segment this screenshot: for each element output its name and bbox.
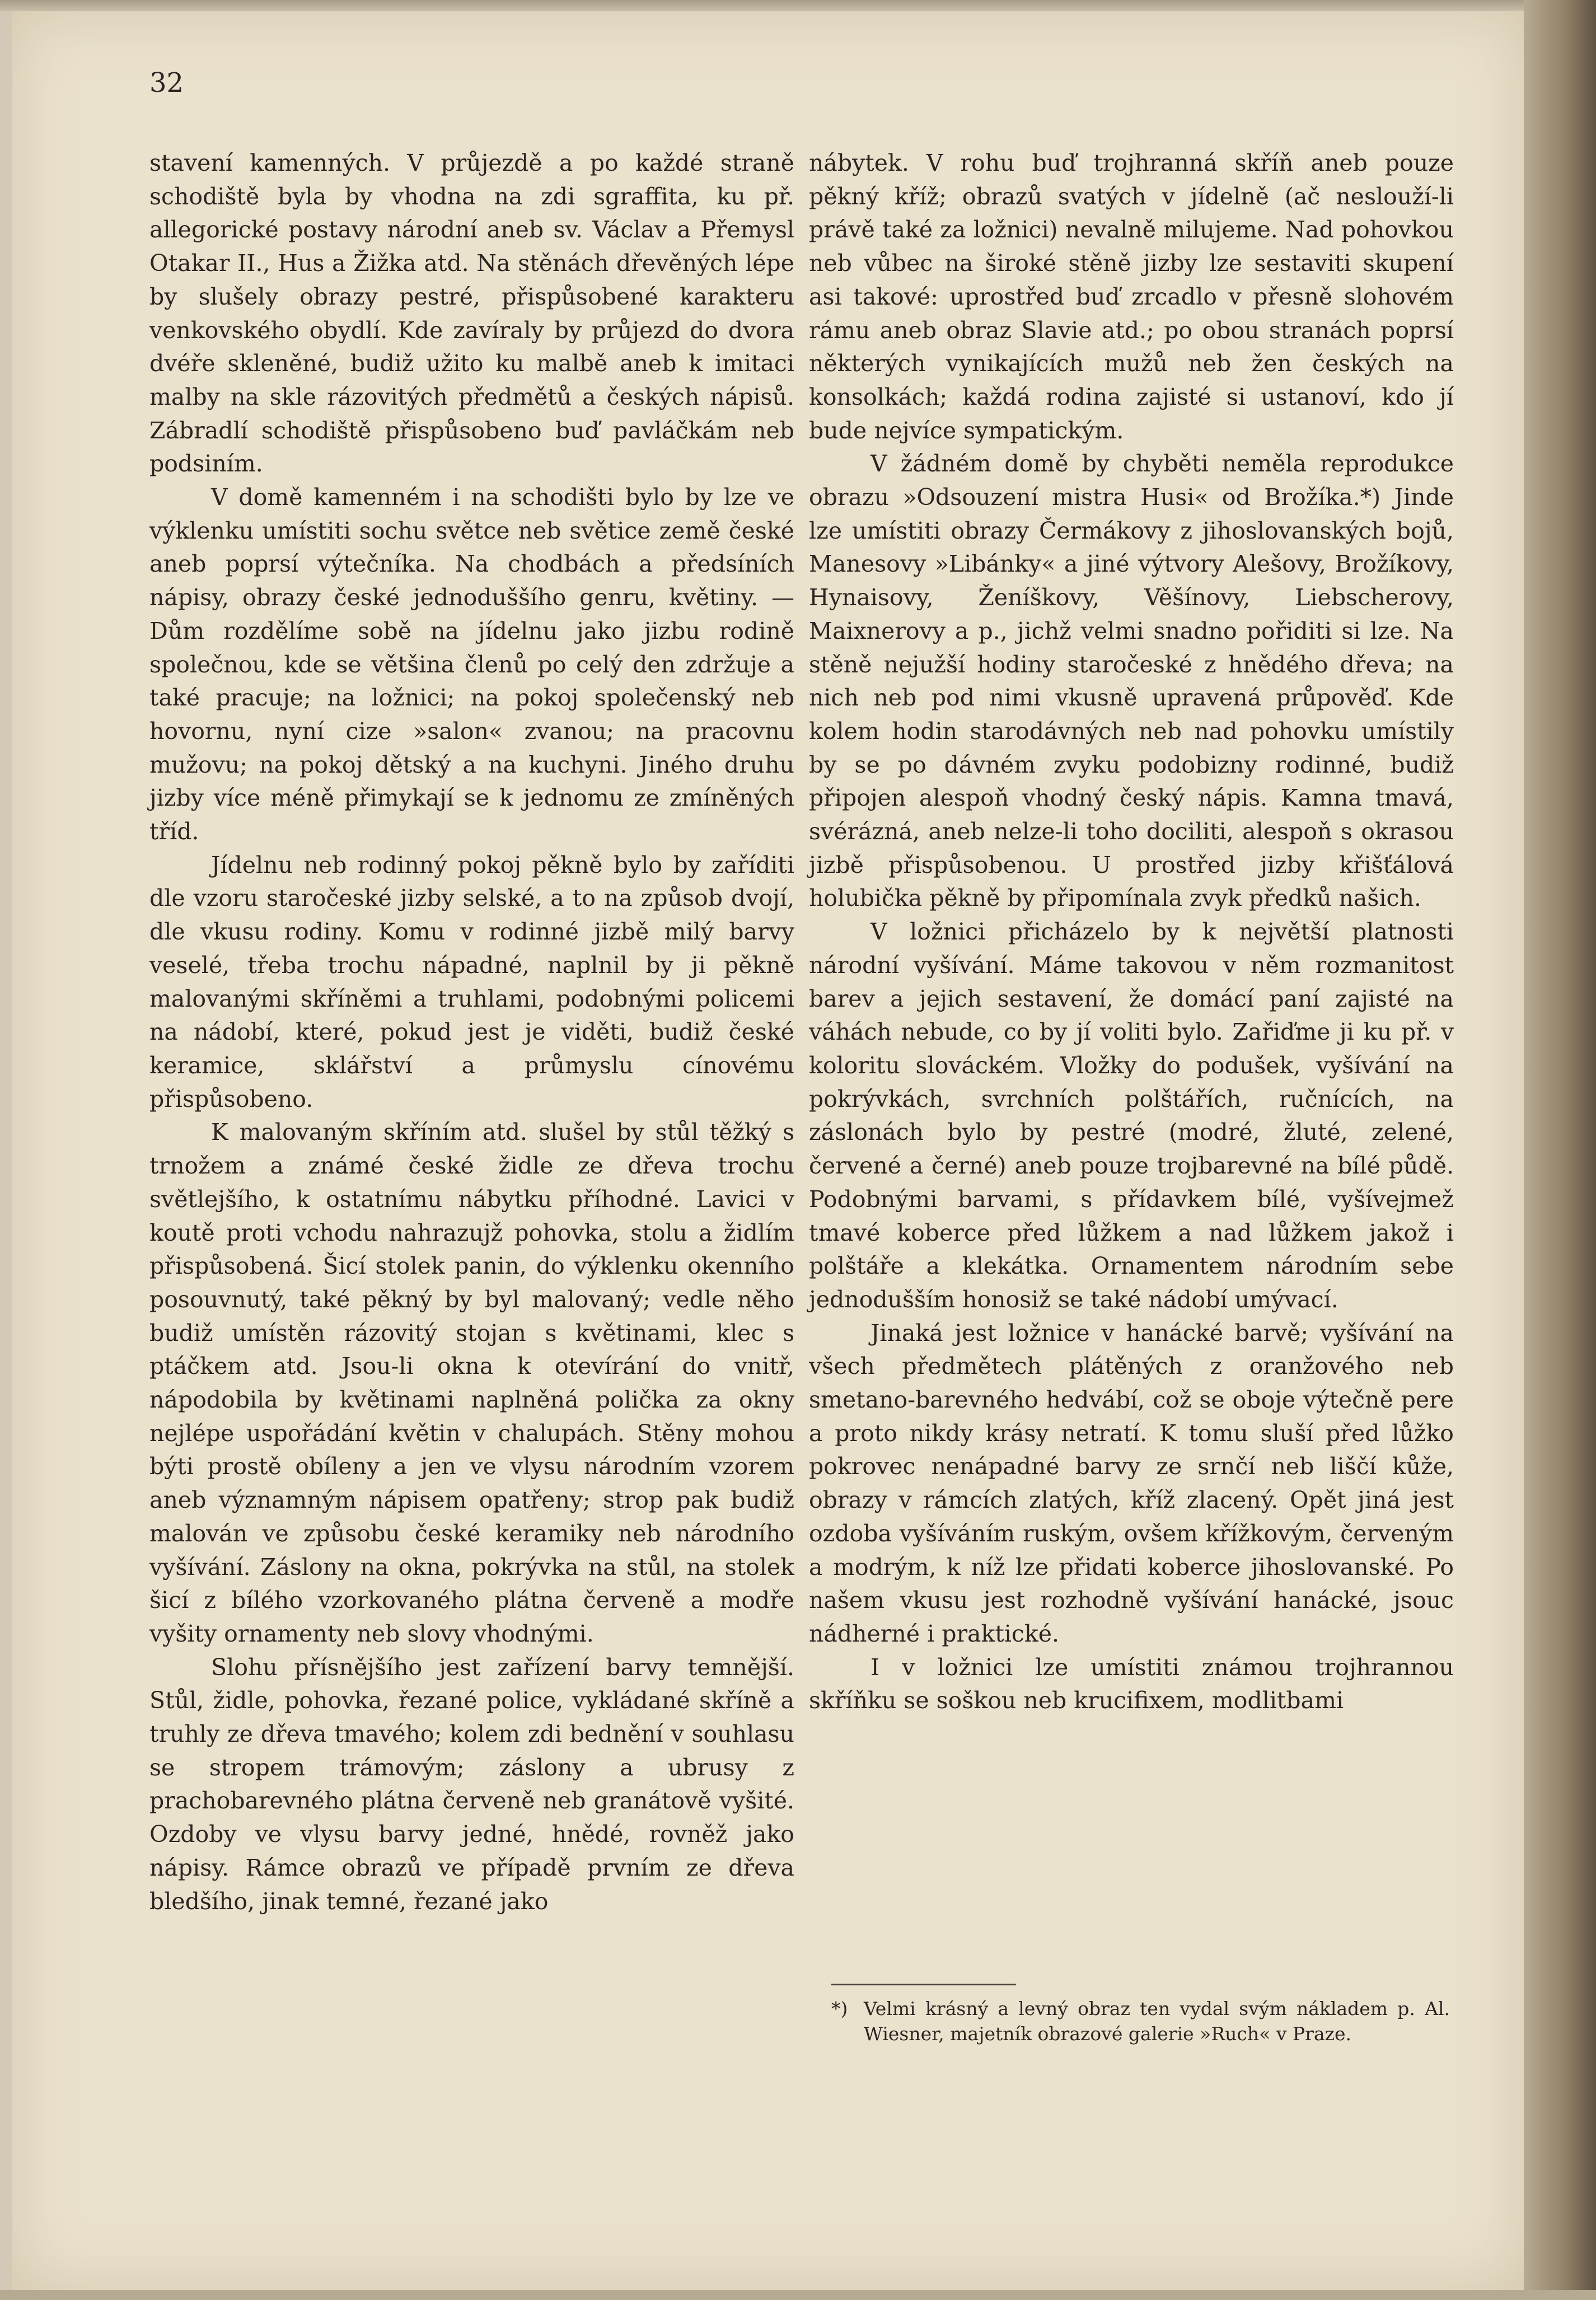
- page-number: 32: [149, 67, 184, 99]
- footnote-mark: *): [831, 1998, 848, 2019]
- right-paragraph-5: I v ložnici lze umístiti známou trojhrannou skříňku se soškou neb krucifixem, modlitbami: [809, 1653, 1454, 1714]
- left-paragraph-4: K malovaným skříním atd. slušel by stůl těžký s trnožem a známé české židle ze dřeva trochu světlejšího, k ostatnímu nábytku příhodné. Lavici v koutě proti vchodu nahrazujž pohovka, stolu a židlím přispůsobená. Šicí stolek panin, do výklenku okenního posouvnutý, také pěkný by byl malovaný; vedle něho budiž umístěn rázovitý stojan s květinami, klec s ptáčkem atd. Jsou-li okna k otevírání do vnitř, nápodobila by květinami naplněná polička za okny nejlépe uspořádání květin v chalupách. Stěny mohou býti prostě obíleny a jen ve vlysu národním vzorem aneb významným nápisem opatřeny; strop pak budiž malován ve způsobu české keramiky neb národního vyšívání. Záslony na okna, pokrývka na stůl, na stolek šicí z bílého vzorkovaného plátna červeně a modře vyšity ornamenty neb slovy vhodnými.: [149, 1119, 794, 1647]
- footnote-divider: [831, 1984, 1016, 1985]
- scan-binding-edge: [1524, 0, 1596, 2300]
- left-paragraph-5: Slohu přísnějšího jest zařízení barvy temnější. Stůl, židle, pohovka, řezané police, vykládané skříně a truhly ze dřeva tmavého; kolem zdi bednění v souhlasu se stropem trámovým; záslony a ubrusy z prachobarevného plátna červeně neb granátově vyšité. Ozdoby ve vlysu barvy jedné, hnědé, rovněž jako nápisy. Rámce obrazů ve případě prvním ze dřeva bledšího, jinak temné, řezané jako: [149, 1653, 794, 1915]
- right-paragraph-1: nábytek. V rohu buď trojhranná skříň aneb pouze pěkný kříž; obrazů svatých v jídelně (ač neslouží-li právě také za ložnici) nevalně milujeme. Nad pohovkou neb vůbec na široké stěně jizby lze sestaviti skupení asi takové: uprostřed buď zrcadlo v přesně slohovém rámu aneb obraz Slavie atd.; po obou stranách poprsí některých vynikajících mužů neb žen českých na konsolkách; každá rodina zajisté si ustanoví, kdo jí bude nejvíce sympatickým.: [809, 149, 1454, 444]
- left-paragraph-2: V domě kamenném i na schodišti bylo by lze ve výklenku umístiti sochu světce neb světice země české aneb poprsí výtečníka. Na chodbách a předsíních nápisy, obrazy české jednoduššího genru, květiny. — Dům rozdělíme sobě na jídelnu jako jizbu rodině společnou, kde se většina členů po celý den zdržuje a také pracuje; na ložnici; na pokoj společenský neb hovornu, nyní cize »salon« zvanou; na pracovnu mužovu; na pokoj dětský a na kuchyni. Jiného druhu jizby více méně přimykají se k jednomu ze zmíněných tříd.: [149, 484, 794, 845]
- right-paragraph-2: V žádném domě by chyběti neměla reprodukce obrazu »Odsouzení mistra Husi« od Brožíka.*) Jinde lze umístiti obrazy Čermákovy z jihoslovanských bojů, Manesovy »Libánky« a jiné výtvory Alešovy, Brožíkovy, Hynaisovy, Ženíškovy, Věšínovy, Liebscherovy, Maixnerovy a p., jichž velmi snadno pořiditi si lze. Na stěně nejužší hodiny staročeské z hnědého dřeva; na nich neb pod nimi vkusně upravená průpověď. Kde kolem hodin starodávných neb nad pohovku umístily by se po dávném zvyku podobizny rodinné, budiž připojen alespoň vhodný český nápis. Kamna tmavá, svérázná, aneb nelze-li toho dociliti, alespoň s okrasou jizbě přispůsobenou. U prostřed jizby křišťálová holubička pěkně by připomínala zvyk předků našich.: [809, 450, 1454, 912]
- right-paragraph-4: Jinaká jest ložnice v hanácké barvě; vyšívání na všech předmětech plátěných z oranžového neb smetano-barevného hedvábí, což se oboje výtečně pere a proto nikdy krásy netratí. K tomu sluší před lůžko pokrovec nenápadné barvy ze srnčí neb liščí kůže, obrazy v rámcích zlatých, kříž zlacený. Opět jiná jest ozdoba vyšíváním ruským, ovšem křížkovým, červeným a modrým, k níž lze přidati koberce jihoslovanské. Po našem vkusu jest rozhodně vyšívání hanácké, jsouc nádherné i praktické.: [809, 1319, 1454, 1647]
- left-column: [149, 147, 794, 1918]
- scan-top-edge: [0, 0, 1596, 11]
- footnote-text: Velmi krásný a levný obraz ten vydal svým nákladem p. Al. Wiesner, majetník obrazové galerie »Ruch« v Praze.: [864, 1998, 1450, 2045]
- right-paragraph-3: V ložnici přicházelo by k největší platnosti národní vyšívání. Máme takovou v něm rozmanitost barev a jejich sestavení, že domácí paní zajisté na váhách nebude, co by jí voliti bylo. Zařiďme ji ku př. v koloritu slováckém. Vložky do podušek, vyšívání na pokrývkách, svrchních polštářích, ručnících, na záslonách bylo by pestré (modré, žluté, zelené, červené a černé) aneb pouze trojbarevné na bílé půdě. Podobnými barvami, s přídavkem bílé, vyšívejmež tmavé koberce před lůžkem a nad lůžkem jakož i polštáře a klekátka. Ornamentem národním sebe jednodušším honosiž se také nádobí umývací.: [809, 918, 1454, 1313]
- left-paragraph-1: stavení kamenných. V průjezdě a po každé straně schodiště byla by vhodna na zdi sgraffita, ku př. allegorické postavy národní aneb sv. Václav a Přemysl Otakar II., Hus a Žižka atd. Na stěnách dřevěných lépe by slušely obrazy pestré, přispůsobené karakteru venkovského obydlí. Kde zavíraly by průjezd do dvora dvéře skleněné, budiž užito ku malbě aneb k imitaci malby na skle rázovitých předmětů a českých nápisů. Zábradlí schodiště přispůsobeno buď pavláčkám neb podsiním.: [149, 149, 794, 478]
- right-column: [809, 147, 1454, 1718]
- scan-bottom-edge: [0, 2290, 1596, 2300]
- footnote: [831, 1996, 1450, 2046]
- left-paragraph-3: Jídelnu neb rodinný pokoj pěkně bylo by zaříditi dle vzoru staročeské jizby selské, a to na způsob dvojí, dle vkusu rodiny. Komu v rodinné jizbě milý barvy veselé, třeba trochu nápadné, naplnil by ji pěkně malovanými skříněmi a truhlami, podobnými policemi na nádobí, které, pokud jest je viděti, budiž české keramice, sklářství a průmyslu cínovému přispůsobeno.: [149, 851, 794, 1112]
